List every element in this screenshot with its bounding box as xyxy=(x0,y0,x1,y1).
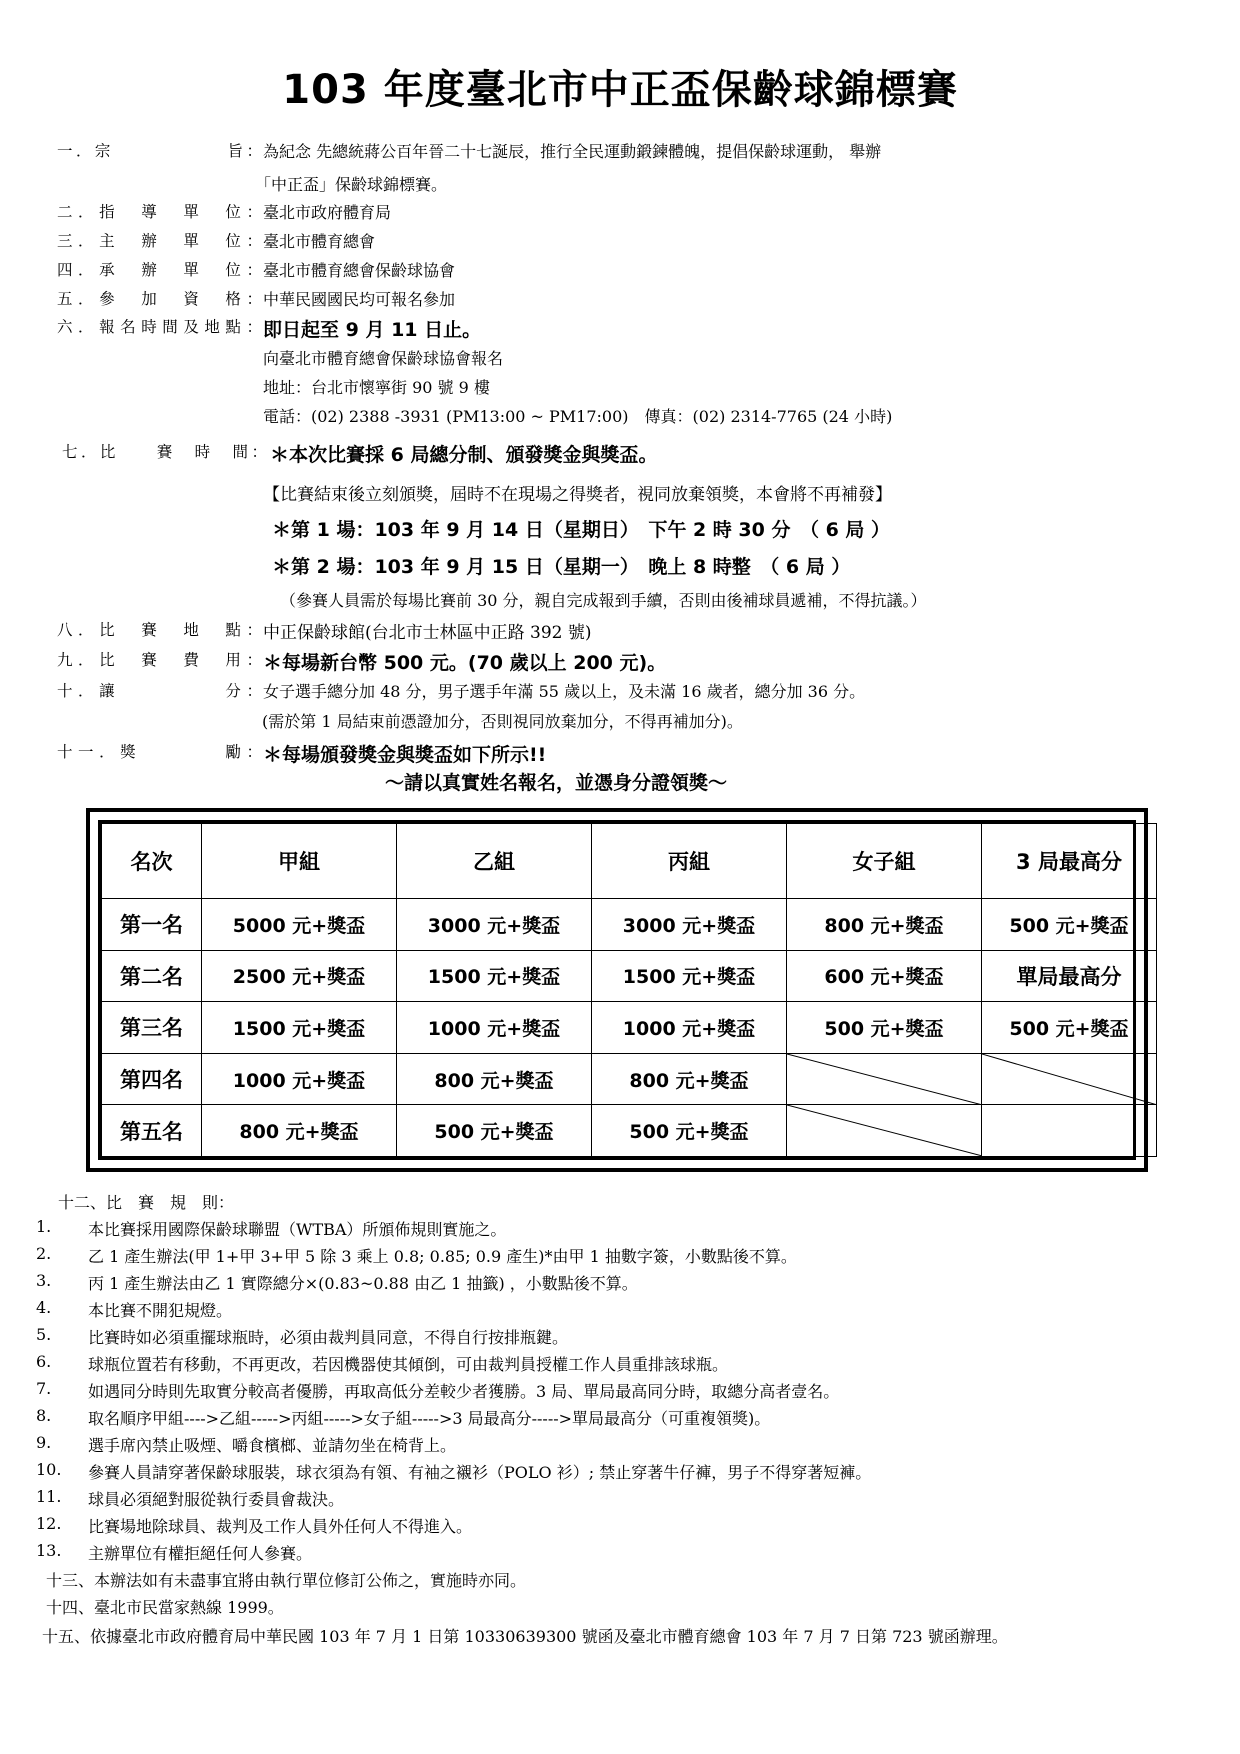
rule-number: 7. xyxy=(36,1379,52,1398)
empty-cell xyxy=(787,1105,982,1157)
empty-cell xyxy=(787,1053,982,1105)
section-value-cont: 「中正盃」保齡球錦標賽。 xyxy=(255,175,448,194)
diagonal-strike xyxy=(787,1054,981,1105)
section-value-cont: （參賽人員需於每場比賽前 30 分，親自完成報到手續，否則由後補球員遞補，不得抗議。） xyxy=(280,591,927,610)
section-value: 中正保齡球館(台北市士林區中正路 392 號) xyxy=(263,623,592,643)
diagonal-strike xyxy=(982,1054,1156,1105)
rule-text: 選手席內禁止吸煙、嚼食檳榔、並請勿坐在椅背上。 xyxy=(88,1436,457,1455)
section-label: 五．參 加 資 格： xyxy=(57,290,262,308)
table-cell: 500 元+獎盃 xyxy=(592,1105,787,1157)
section-label: 十．讓 分： xyxy=(57,682,262,700)
prize-table xyxy=(101,823,1157,1157)
section-label: 六．報名時間及地點： xyxy=(57,318,262,336)
rule-text: 比賽時如必須重擺球瓶時，必須由裁判員同意，不得自行按排瓶鍵。 xyxy=(88,1328,569,1347)
rules-heading: 十二、比 賽 規 則： xyxy=(58,1193,235,1212)
section-label: 九．比 賽 費 用： xyxy=(57,651,262,669)
rule-text: 比賽場地除球員、裁判及工作人員外任何人不得進入。 xyxy=(88,1517,473,1536)
rule-number: 9. xyxy=(36,1433,52,1452)
rule-number: 2. xyxy=(36,1244,52,1263)
table-row xyxy=(102,899,1157,951)
section-label: 十一．獎 勵： xyxy=(57,743,262,761)
section-value-cont: 電話：(02) 2388 -3931 (PM13:00 ~ PM17:00) 傳真：(02) 2314-7765 (24 小時) xyxy=(263,407,893,426)
section-value-cont: 地址：台北市懷寧街 90 號 9 樓 xyxy=(263,378,490,397)
rule-text: 球員必須絕對服從執行委員會裁決。 xyxy=(88,1490,345,1509)
table-cell: 1000 元+獎盃 xyxy=(202,1053,397,1105)
section-value: ＊本次比賽採 6 局總分制、頒發獎金與獎盃。 xyxy=(270,444,658,466)
rule-text: 乙 1 產生辦法(甲 1+甲 3+甲 5 除 3 乘上 0.8; 0.85; 0.9 產生)*由甲 1 抽數字簽，小數點後不算。 xyxy=(88,1247,797,1266)
section-value: 臺北市體育總會保齡球協會 xyxy=(263,261,456,280)
table-cell: 2500 元+獎盃 xyxy=(202,950,397,1002)
rank-cell: 第四名 xyxy=(102,1053,202,1105)
table-cell: 800 元+獎盃 xyxy=(397,1053,592,1105)
header-cell: 名次 xyxy=(102,824,202,899)
table-cell: 單局最高分 xyxy=(982,950,1157,1002)
rule-text: 球瓶位置若有移動，不再更改，若因機器使其傾倒，可由裁判員授權工作人員重排該球瓶。 xyxy=(88,1355,729,1374)
table-cell: 600 元+獎盃 xyxy=(787,950,982,1002)
table-cell: 1500 元+獎盃 xyxy=(202,1002,397,1054)
prize-table-frame xyxy=(86,808,1148,1172)
section-label: 二．指 導 單 位： xyxy=(57,203,262,221)
rule-number: 6. xyxy=(36,1352,52,1371)
section-label: 八．比 賽 地 點： xyxy=(57,621,262,639)
rank-cell: 第二名 xyxy=(102,950,202,1002)
rule-number: 3. xyxy=(36,1271,52,1290)
section-value: 女子選手總分加 48 分，男子選手年滿 55 歲以上，及未滿 16 歲者，總分加 36 分。 xyxy=(263,682,866,701)
table-row xyxy=(102,1053,1157,1105)
section-value: ＊每場新台幣 500 元。(70 歲以上 200 元)。 xyxy=(263,652,667,674)
rule-text: 如遇同分時則先取實分較高者優勝，再取高低分差較少者獲勝。3 局、單局最高同分時，取總分高者壹名。 xyxy=(88,1382,840,1401)
section-hotline: 十四、臺北市民當家熱線 1999。 xyxy=(46,1598,284,1617)
table-cell: 800 元+獎盃 xyxy=(787,899,982,951)
table-row xyxy=(102,950,1157,1002)
table-cell: 1500 元+獎盃 xyxy=(397,950,592,1002)
rule-number: 1. xyxy=(36,1217,52,1236)
header-cell: 3 局最高分 xyxy=(982,824,1157,899)
empty-cell xyxy=(982,1053,1157,1105)
table-cell: 3000 元+獎盃 xyxy=(397,899,592,951)
section-value: 中華民國國民均可報名參加 xyxy=(263,290,456,309)
section-value-cont: ＊第 1 場：103 年 9 月 14 日（星期日） 下午 2 時 30 分 （ 6 局 ） xyxy=(272,519,891,541)
table-cell: 1500 元+獎盃 xyxy=(592,950,787,1002)
diagonal-strike xyxy=(787,1105,981,1156)
rule-number: 5. xyxy=(36,1325,52,1344)
rule-text: 本比賽採用國際保齡球聯盟（WTBA）所頒佈規則實施之。 xyxy=(88,1220,507,1239)
table-cell: 500 元+獎盃 xyxy=(787,1002,982,1054)
table-header-row xyxy=(102,824,1157,899)
rule-number: 11. xyxy=(36,1487,62,1506)
table-cell: 500 元+獎盃 xyxy=(982,899,1157,951)
section-value: ＊每場頒發獎金與獎盃如下所示!! xyxy=(263,744,547,766)
header-cell: 甲組 xyxy=(202,824,397,899)
table-cell: 3000 元+獎盃 xyxy=(592,899,787,951)
section-value: 為紀念 先總統蔣公百年晉二十七誕辰，推行全民運動鍛鍊體魄，提倡保齡球運動， 舉辦 xyxy=(263,142,882,161)
empty-cell xyxy=(982,1105,1157,1157)
rule-number: 12. xyxy=(36,1514,62,1533)
section-value-cont: 【比賽結束後立刻頒獎，屆時不在現場之得獎者，視同放棄領獎，本會將不再補發】 xyxy=(263,485,892,505)
section-label: 七．比 賽 時 間： xyxy=(62,443,267,461)
rule-text: 取名順序甲組---->乙組----->丙組----->女子組----->3 局最高分----->單局最高分（可重複領獎)。 xyxy=(88,1409,771,1428)
rank-cell: 第五名 xyxy=(102,1105,202,1157)
rule-number: 4. xyxy=(36,1298,52,1317)
rank-cell: 第三名 xyxy=(102,1002,202,1054)
table-cell: 800 元+獎盃 xyxy=(592,1053,787,1105)
table-cell: 500 元+獎盃 xyxy=(982,1002,1157,1054)
section-value-cont: ＊第 2 場：103 年 9 月 15 日（星期一） 晚上 8 時整 （ 6 局 ） xyxy=(272,556,851,578)
section-label: 三．主 辦 單 位： xyxy=(57,232,262,250)
table-cell: 5000 元+獎盃 xyxy=(202,899,397,951)
table-cell: 500 元+獎盃 xyxy=(397,1105,592,1157)
section-value-cont: 向臺北市體育總會保齡球協會報名 xyxy=(263,349,504,368)
section-value: 臺北市政府體育局 xyxy=(263,203,392,222)
section-value: 臺北市體育總會 xyxy=(263,232,376,251)
rule-text: 參賽人員請穿著保齡球服裝，球衣須為有領、有袖之襯衫（POLO 衫）; 禁止穿著牛仔褲，男子不得穿著短褲。 xyxy=(88,1463,872,1482)
section-value-cont: ～請以真實姓名報名，並憑身分證領獎～ xyxy=(385,772,728,794)
table-cell: 800 元+獎盃 xyxy=(202,1105,397,1157)
section-value: 即日起至 9 月 11 日止。 xyxy=(263,319,482,341)
section-amendment: 十三、本辦法如有未盡事宜將由執行單位修訂公佈之，實施時亦同。 xyxy=(46,1571,527,1590)
header-cell: 女子組 xyxy=(787,824,982,899)
rule-text: 丙 1 產生辦法由乙 1 實際總分×(0.83~0.88 由乙 1 抽籤) ，小數點後不算。 xyxy=(88,1274,638,1293)
table-row xyxy=(102,1002,1157,1054)
rank-cell: 第一名 xyxy=(102,899,202,951)
header-cell: 丙組 xyxy=(592,824,787,899)
rule-number: 8. xyxy=(36,1406,52,1425)
rule-text: 主辦單位有權拒絕任何人參賽。 xyxy=(88,1544,313,1563)
rule-text: 本比賽不開犯規燈。 xyxy=(88,1301,233,1320)
section-value-cont: (需於第 1 局結束前憑證加分，否則視同放棄加分，不得再補加分)。 xyxy=(262,712,743,731)
rule-number: 10. xyxy=(36,1460,62,1479)
section-authority: 十五、依據臺北市政府體育局中華民國 103 年 7 月 1 日第 10330639300 號函及臺北市體育總會 103 年 7 月 7 日第 723 號函辦理。 xyxy=(42,1627,1008,1646)
section-label: 四．承 辦 單 位： xyxy=(57,261,262,279)
section-label: 一．宗 旨： xyxy=(57,142,262,160)
table-cell: 1000 元+獎盃 xyxy=(592,1002,787,1054)
header-cell: 乙組 xyxy=(397,824,592,899)
rule-number: 13. xyxy=(36,1541,62,1560)
table-row xyxy=(102,1105,1157,1157)
table-cell: 1000 元+獎盃 xyxy=(397,1002,592,1054)
page-title: 103 年度臺北市中正盃保齡球錦標賽 xyxy=(282,67,958,113)
